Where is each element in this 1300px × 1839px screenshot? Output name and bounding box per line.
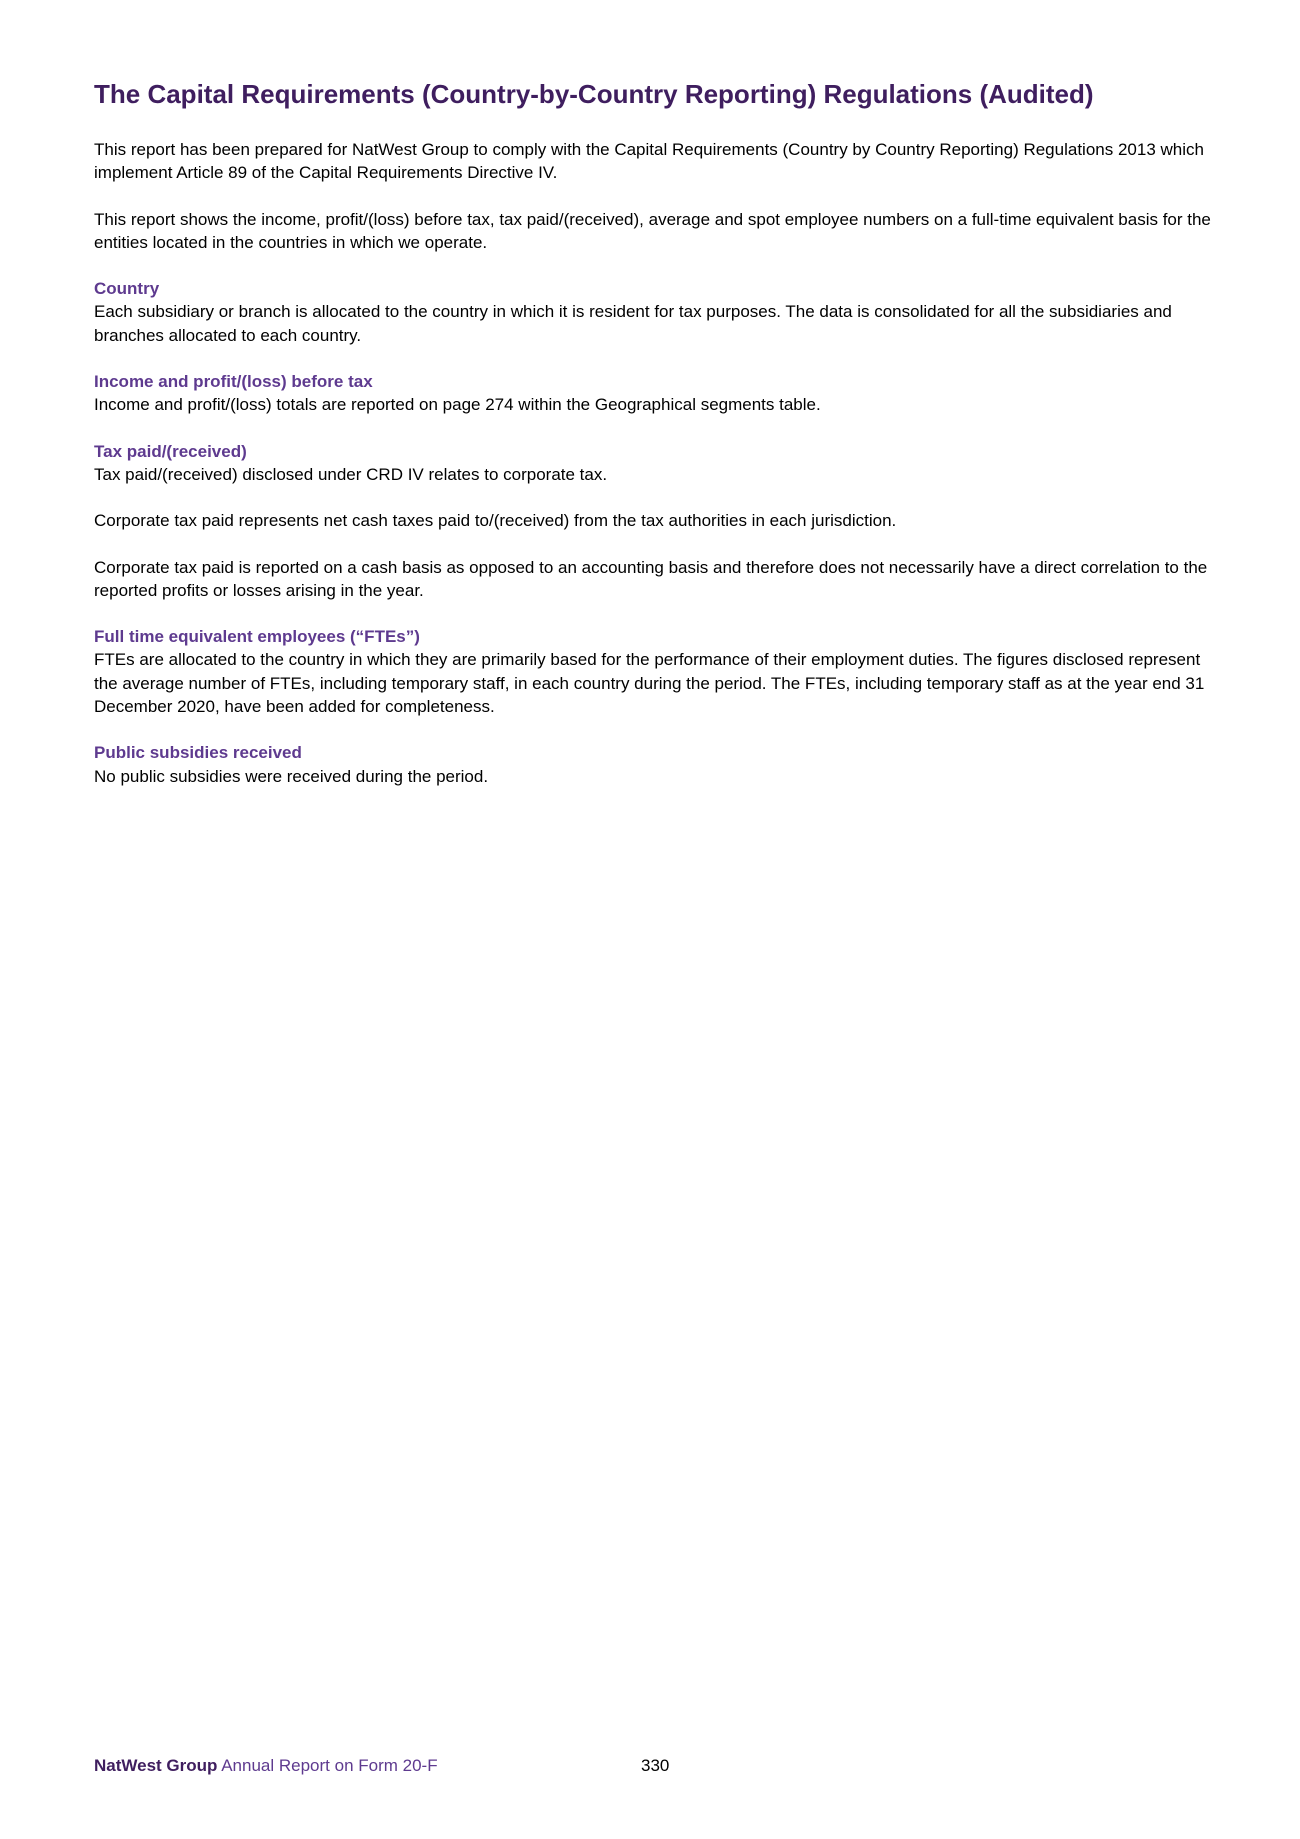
section-heading: Public subsidies received xyxy=(94,743,302,763)
section-heading: Income and profit/(loss) before tax xyxy=(94,372,373,392)
page-title: The Capital Requirements (Country-by-Country Reporting) Regulations (Audited) xyxy=(94,79,1094,109)
section-paragraph: No public subsidies were received during the period. xyxy=(94,766,489,786)
section-tax-paid xyxy=(94,440,1214,602)
section-paragraph: Corporate tax paid is reported on a cash basis as opposed to an accounting basis and therefore does not necessarily have a direct correlation to the reported profits or losses arising in the year. xyxy=(94,557,1208,600)
section-paragraph: FTEs are allocated to the country in which they are primarily based for the performance of their employment duties. The figures disclosed represent the average number of FTEs, including temporary staff, in each country during the period. The FTEs, including temporary staff as at the year end 31 December 2020, have been added for completeness. xyxy=(94,650,1205,717)
section-paragraph: Tax paid/(received) disclosed under CRD IV relates to corporate tax. xyxy=(94,464,608,484)
footer-brand: NatWest Group xyxy=(94,1756,218,1775)
page-number: 330 xyxy=(641,1756,670,1775)
section-paragraph: Income and profit/(loss) totals are reported on page 274 within the Geographical segments table. xyxy=(94,395,821,415)
section-heading: Country xyxy=(94,279,160,299)
section-income-profit xyxy=(94,370,1214,417)
page-content xyxy=(94,76,1214,811)
section-ftes xyxy=(94,625,1214,718)
section-paragraph: Each subsidiary or branch is allocated to the country in which it is resident for tax purposes. The data is consolidated for all the subsidiaries and branches allocated to each country. xyxy=(94,302,1172,345)
intro-paragraph: This report shows the income, profit/(loss) before tax, tax paid/(received), average and spot employee numbers on a full-time equivalent basis for the entities located in the countries in which we operate. xyxy=(94,209,1211,252)
intro-paragraph: This report has been prepared for NatWest Group to comply with the Capital Requirements (Country by Country Reporting) Regulations 2013 which implement Article 89 of the Capital Requirements Directive IV. xyxy=(94,140,1204,183)
section-heading: Tax paid/(received) xyxy=(94,441,247,461)
section-country xyxy=(94,277,1214,347)
section-public-subsidies xyxy=(94,741,1214,788)
section-heading: Full time equivalent employees (“FTEs”) xyxy=(94,627,420,647)
footer-report-name: Annual Report on Form 20-F xyxy=(221,1756,438,1775)
page-footer xyxy=(94,1754,1214,1778)
section-paragraph: Corporate tax paid represents net cash taxes paid to/(received) from the tax authorities in each jurisdiction. xyxy=(94,511,897,531)
